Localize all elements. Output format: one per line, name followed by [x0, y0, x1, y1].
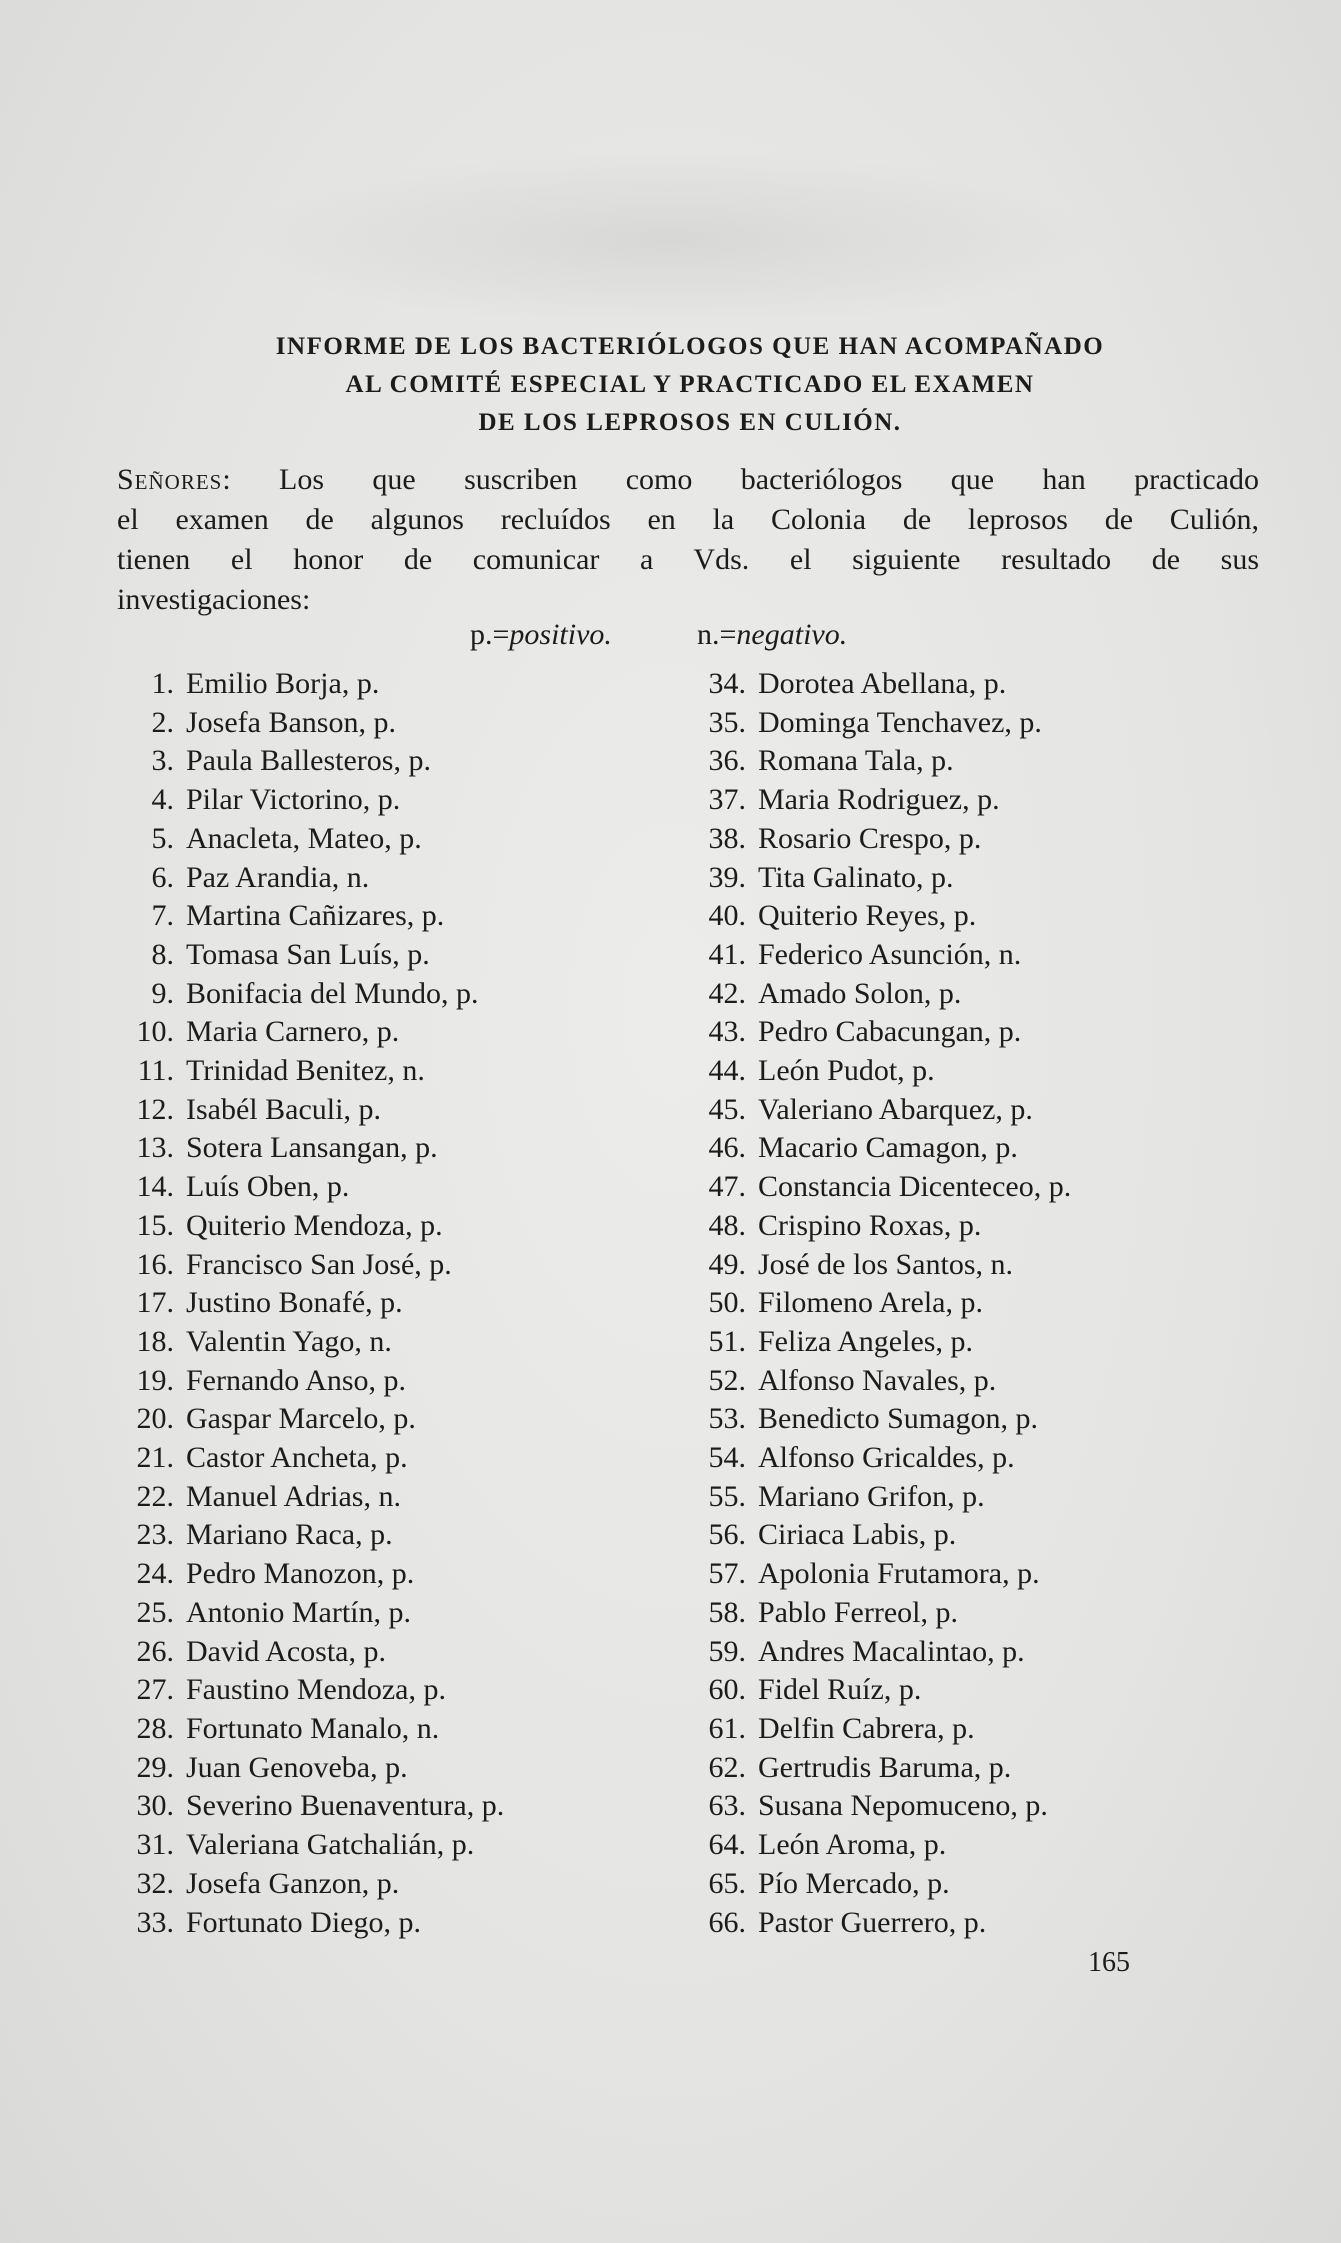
- list-item: [118, 1129, 504, 1168]
- list-item: [690, 897, 1071, 936]
- list-item: [118, 859, 504, 898]
- report-heading: [115, 328, 1265, 442]
- list-item: [690, 1516, 1071, 1555]
- list-item-number: 10.: [136, 1015, 174, 1049]
- list-item-number: 44.: [708, 1054, 746, 1088]
- list-item: [690, 1671, 1071, 1710]
- list-item-entry: David Acosta, p.: [186, 1634, 386, 1668]
- list-item-entry: José de los Santos, n.: [758, 1247, 1013, 1281]
- list-item: [118, 1207, 504, 1246]
- list-item-number: 48.: [708, 1208, 746, 1242]
- page-number: 165: [1088, 1947, 1130, 1978]
- list-item-entry: Quiterio Mendoza, p.: [186, 1208, 443, 1242]
- list-item-number: 26.: [136, 1634, 174, 1668]
- list-item-entry: Castor Ancheta, p.: [186, 1441, 408, 1475]
- list-item: [118, 1710, 504, 1749]
- list-item-number: 49.: [708, 1247, 746, 1281]
- list-item: [690, 704, 1071, 743]
- list-item-number: 43.: [708, 1015, 746, 1049]
- list-item: [690, 1362, 1071, 1401]
- list-item-number: 60.: [708, 1673, 746, 1707]
- list-item-number: 45.: [708, 1092, 746, 1126]
- list-item-entry: Juan Genoveba, p.: [186, 1750, 408, 1784]
- list-item: [690, 936, 1071, 975]
- list-item-number: 32.: [136, 1866, 174, 1900]
- list-item: [690, 1400, 1071, 1439]
- list-item-entry: Gertrudis Baruma, p.: [758, 1750, 1012, 1784]
- list-item-entry: Luís Oben, p.: [186, 1170, 350, 1204]
- list-item-number: 1.: [151, 667, 174, 700]
- list-item: [690, 1129, 1071, 1168]
- intro-line: investigaciones:: [117, 583, 311, 616]
- list-item-entry: Romana Tala, p.: [758, 744, 954, 778]
- list-item-entry: Martina Cañizares, p.: [186, 899, 445, 933]
- list-item: [118, 704, 504, 743]
- list-item: [118, 1671, 504, 1710]
- right-column-list: [690, 665, 1071, 1942]
- list-item-entry: Filomeno Arela, p.: [758, 1286, 983, 1320]
- list-item-entry: Trinidad Benitez, n.: [186, 1054, 425, 1088]
- list-item-number: 40.: [708, 899, 746, 933]
- list-item-number: 28.: [136, 1711, 174, 1745]
- list-item-number: 7.: [151, 899, 174, 933]
- list-item-number: 18.: [136, 1324, 174, 1358]
- list-item-entry: Bonifacia del Mundo, p.: [186, 976, 479, 1010]
- list-item: [118, 1904, 504, 1943]
- list-item-number: 31.: [136, 1828, 174, 1862]
- list-item-number: 14.: [136, 1170, 174, 1204]
- list-item: [118, 1284, 504, 1323]
- list-item-number: 53.: [708, 1402, 746, 1436]
- list-item-number: 27.: [136, 1673, 174, 1707]
- list-item-entry: Maria Carnero, p.: [186, 1015, 400, 1049]
- list-item-number: 51.: [708, 1324, 746, 1358]
- list-item-number: 35.: [708, 705, 746, 739]
- list-item-entry: Pedro Manozon, p.: [186, 1557, 415, 1591]
- list-item-number: 9.: [151, 976, 174, 1010]
- list-item: [690, 781, 1071, 820]
- list-item-entry: Pedro Cabacungan, p.: [758, 1015, 1022, 1049]
- list-item-number: 17.: [136, 1286, 174, 1320]
- list-item: [118, 1439, 504, 1478]
- list-item-entry: Manuel Adrias, n.: [186, 1479, 401, 1513]
- list-item-entry: Justino Bonafé, p.: [186, 1286, 403, 1320]
- legend-positive: [470, 618, 612, 652]
- list-item-number: 55.: [708, 1479, 746, 1513]
- list-item-entry: Pío Mercado, p.: [758, 1866, 950, 1900]
- list-item-number: 62.: [708, 1750, 746, 1784]
- list-item-entry: Delfin Cabrera, p.: [758, 1711, 975, 1745]
- list-item-entry: León Aroma, p.: [758, 1828, 947, 1862]
- list-item-entry: Apolonia Frutamora, p.: [758, 1557, 1040, 1591]
- list-item-number: 33.: [136, 1905, 174, 1939]
- list-item-entry: Severino Buenaventura, p.: [186, 1789, 505, 1823]
- list-item-number: 30.: [136, 1789, 174, 1823]
- list-item: [690, 665, 1071, 704]
- list-item-number: 6.: [151, 860, 174, 894]
- list-item: [118, 1478, 504, 1517]
- list-item: [690, 1439, 1071, 1478]
- list-item-entry: Fidel Ruíz, p.: [758, 1673, 922, 1707]
- list-item-number: 24.: [136, 1557, 174, 1591]
- list-item-entry: Dominga Tenchavez, p.: [758, 705, 1042, 739]
- intro-line: [117, 460, 1259, 500]
- list-item: [118, 1555, 504, 1594]
- list-item-number: 5.: [151, 821, 174, 855]
- list-item-entry: León Pudot, p.: [758, 1054, 935, 1088]
- legend-positive-word: positivo.: [509, 618, 612, 651]
- list-item-number: 57.: [708, 1557, 746, 1591]
- list-item: [118, 1091, 504, 1130]
- list-item-entry: Mariano Raca, p.: [186, 1518, 393, 1552]
- list-item-entry: Feliza Angeles, p.: [758, 1324, 973, 1358]
- list-item: [118, 1362, 504, 1401]
- list-item-number: 23.: [136, 1518, 174, 1552]
- list-item: [690, 1904, 1071, 1943]
- list-item-number: 41.: [708, 937, 746, 971]
- list-item: [690, 1207, 1071, 1246]
- heading-line: INFORME DE LOS BACTERIÓLOGOS QUE HAN ACOMPAÑADO: [275, 333, 1105, 360]
- list-item: [118, 781, 504, 820]
- list-item: [690, 820, 1071, 859]
- list-item-number: 56.: [708, 1518, 746, 1552]
- list-item-entry: Crispino Roxas, p.: [758, 1208, 982, 1242]
- list-item: [118, 820, 504, 859]
- list-item: [690, 1633, 1071, 1672]
- list-item-entry: Constancia Dicenteceo, p.: [758, 1170, 1072, 1204]
- list-item: [690, 1787, 1071, 1826]
- list-item-entry: Anacleta, Mateo, p.: [186, 821, 422, 855]
- list-item-number: 50.: [708, 1286, 746, 1320]
- list-item: [118, 975, 504, 1014]
- list-item-entry: Isabél Baculi, p.: [186, 1092, 381, 1126]
- list-item: [118, 1594, 504, 1633]
- legend-positive-abbr: p.: [470, 618, 493, 651]
- list-item-number: 42.: [708, 976, 746, 1010]
- heading-line: DE LOS LEPROSOS EN CULIÓN.: [478, 409, 902, 436]
- list-item-entry: Andres Macalintao, p.: [758, 1634, 1025, 1668]
- intro-line-text: : Los que suscriben como bacteriólogos que han practicado: [222, 463, 1259, 496]
- list-item-number: 13.: [136, 1131, 174, 1165]
- list-item-number: 4.: [151, 783, 174, 817]
- list-item-number: 21.: [136, 1441, 174, 1475]
- list-item-entry: Amado Solon, p.: [758, 976, 962, 1010]
- list-item-number: 39.: [708, 860, 746, 894]
- list-item-entry: Antonio Martín, p.: [186, 1595, 411, 1629]
- list-item: [690, 975, 1071, 1014]
- list-item: [118, 742, 504, 781]
- list-item: [118, 1013, 504, 1052]
- list-item: [690, 1865, 1071, 1904]
- list-item-number: 8.: [151, 937, 174, 971]
- list-item-entry: Valeriana Gatchalián, p.: [186, 1828, 475, 1862]
- list-item-entry: Alfonso Gricaldes, p.: [758, 1441, 1015, 1475]
- list-item-number: 64.: [708, 1828, 746, 1862]
- list-item-entry: Quiterio Reyes, p.: [758, 899, 977, 933]
- list-item-entry: Alfonso Navales, p.: [758, 1363, 997, 1397]
- list-item-number: 63.: [708, 1789, 746, 1823]
- list-item-entry: Pilar Victorino, p.: [186, 783, 401, 817]
- list-item: [690, 1052, 1071, 1091]
- list-item-entry: Emilio Borja, p.: [186, 667, 380, 700]
- list-item-entry: Susana Nepomuceno, p.: [758, 1789, 1048, 1823]
- list-item: [118, 665, 504, 704]
- list-item-entry: Fortunato Manalo, n.: [186, 1711, 440, 1745]
- list-item-entry: Federico Asunción, n.: [758, 937, 1022, 971]
- list-item-number: 22.: [136, 1479, 174, 1513]
- list-item-entry: Francisco San José, p.: [186, 1247, 452, 1281]
- list-item: [118, 897, 504, 936]
- list-item-entry: Benedicto Sumagon, p.: [758, 1402, 1038, 1436]
- list-item-entry: Josefa Ganzon, p.: [186, 1866, 400, 1900]
- legend-negative: [697, 618, 847, 652]
- list-item-number: 25.: [136, 1595, 174, 1629]
- list-item-entry: Tita Galinato, p.: [758, 860, 954, 894]
- list-item-number: 46.: [708, 1131, 746, 1165]
- list-item: [690, 1826, 1071, 1865]
- list-item-entry: Rosario Crespo, p.: [758, 821, 982, 855]
- list-item-number: 65.: [708, 1866, 746, 1900]
- list-item: [118, 1749, 504, 1788]
- list-item-number: 58.: [708, 1595, 746, 1629]
- list-item: [118, 936, 504, 975]
- list-item-number: 47.: [708, 1170, 746, 1204]
- list-item-entry: Macario Camagon, p.: [758, 1131, 1018, 1165]
- list-item: [690, 1749, 1071, 1788]
- list-item: [118, 1865, 504, 1904]
- list-item-number: 3.: [151, 744, 174, 778]
- list-item-entry: Paula Ballesteros, p.: [186, 744, 431, 778]
- list-item-number: 37.: [708, 783, 746, 817]
- list-item-number: 15.: [136, 1208, 174, 1242]
- list-item-entry: Pastor Guerrero, p.: [758, 1905, 987, 1939]
- list-item-number: 38.: [708, 821, 746, 855]
- list-item: [118, 1787, 504, 1826]
- list-item: [690, 1323, 1071, 1362]
- list-item-number: 2.: [151, 705, 174, 739]
- list-item-entry: Valentin Yago, n.: [186, 1324, 392, 1358]
- list-item: [118, 1633, 504, 1672]
- legend-negative-abbr: n.: [697, 618, 720, 651]
- list-item-entry: Maria Rodriguez, p.: [758, 783, 1000, 817]
- list-item-entry: Paz Arandia, n.: [186, 860, 370, 894]
- salutation: Señores: [117, 463, 223, 496]
- heading-line: AL COMITÉ ESPECIAL Y PRACTICADO EL EXAMEN: [345, 371, 1035, 398]
- intro-line: el examen de algunos recluídos en la Colonia de leprosos de Culión,: [117, 503, 1259, 536]
- list-item: [690, 1594, 1071, 1633]
- list-item-number: 16.: [136, 1247, 174, 1281]
- list-item: [690, 1284, 1071, 1323]
- list-item: [690, 742, 1071, 781]
- list-item: [118, 1826, 504, 1865]
- list-item: [118, 1323, 504, 1362]
- list-item-number: 12.: [136, 1092, 174, 1126]
- list-item-number: 66.: [708, 1905, 746, 1939]
- list-item-entry: Fernando Anso, p.: [186, 1363, 406, 1397]
- legend-negative-eq: =: [719, 618, 737, 651]
- list-item-entry: Faustino Mendoza, p.: [186, 1673, 446, 1707]
- list-item-entry: Pablo Ferreol, p.: [758, 1595, 958, 1629]
- list-item: [690, 1555, 1071, 1594]
- legend-positive-eq: =: [492, 618, 510, 651]
- list-item-number: 54.: [708, 1441, 746, 1475]
- list-item-entry: Dorotea Abellana, p.: [758, 667, 1007, 700]
- list-item-number: 29.: [136, 1750, 174, 1784]
- left-column-list: [118, 665, 504, 1942]
- list-item: [118, 1052, 504, 1091]
- list-item: [118, 1246, 504, 1285]
- list-item-entry: Mariano Grifon, p.: [758, 1479, 985, 1513]
- list-item: [690, 1013, 1071, 1052]
- list-item: [690, 1478, 1071, 1517]
- list-item-number: 52.: [708, 1363, 746, 1397]
- intro-paragraph: [117, 460, 1259, 620]
- list-item-entry: Fortunato Diego, p.: [186, 1905, 421, 1939]
- list-item-entry: Sotera Lansangan, p.: [186, 1131, 438, 1165]
- list-item-entry: Gaspar Marcelo, p.: [186, 1402, 416, 1436]
- list-item: [118, 1168, 504, 1207]
- list-item: [690, 1246, 1071, 1285]
- list-item-number: 61.: [708, 1711, 746, 1745]
- list-item: [690, 1091, 1071, 1130]
- list-item: [690, 1710, 1071, 1749]
- list-item-number: 20.: [136, 1402, 174, 1436]
- show-through-shadow: [240, 150, 1100, 330]
- list-item: [690, 859, 1071, 898]
- list-item-number: 19.: [136, 1363, 174, 1397]
- legend-negative-word: negativo.: [736, 618, 848, 651]
- list-item-entry: Tomasa San Luís, p.: [186, 937, 430, 971]
- list-item: [690, 1168, 1071, 1207]
- list-item-number: 34.: [708, 667, 746, 700]
- list-item-number: 36.: [708, 744, 746, 778]
- list-item: [118, 1516, 504, 1555]
- list-item-number: 59.: [708, 1634, 746, 1668]
- list-item-entry: Valeriano Abarquez, p.: [758, 1092, 1033, 1126]
- list-item-entry: Ciriaca Labis, p.: [758, 1518, 957, 1552]
- list-item-number: 11.: [137, 1054, 174, 1088]
- list-item: [118, 1400, 504, 1439]
- list-item-entry: Josefa Banson, p.: [186, 705, 396, 739]
- intro-line: tienen el honor de comunicar a Vds. el siguiente resultado de sus: [117, 543, 1259, 576]
